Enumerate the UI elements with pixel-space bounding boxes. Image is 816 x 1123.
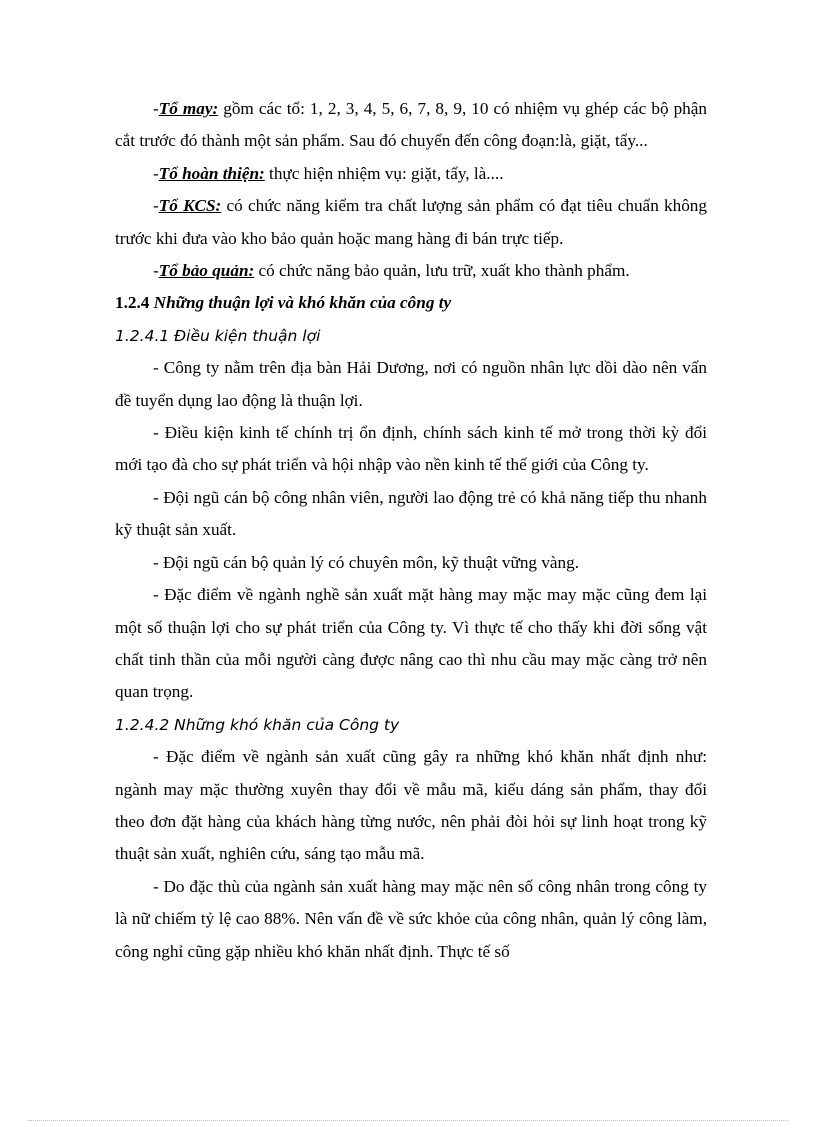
label-to-may: Tổ may: (158, 99, 219, 118)
dash: - (153, 163, 159, 183)
dash: - (153, 99, 159, 118)
section-heading-1-2-4 (115, 287, 707, 319)
paragraph-to-bao-quan (115, 255, 707, 287)
paragraph-to-may (115, 93, 707, 158)
text-to-may: gồm các tổ: 1, 2, 3, 4, 5, 6, 7, 8, 9, 10 có nhiệm vụ ghép các bộ phận cắt trước đó thành một sản phẩm. Sau đó chuyển đến công đoạn:là, giặt, tẩy... (115, 99, 707, 151)
dash: - (153, 196, 159, 216)
advantage-item: - Đội ngũ cán bộ công nhân viên, người lao động trẻ có khả năng tiếp thu nhanh kỹ thuật sản xuất. (115, 487, 707, 540)
section-title: Những thuận lợi và khó khăn của công ty (153, 293, 452, 313)
label-to-hoan-thien: Tổ hoàn thiện: (158, 163, 265, 183)
subsection-heading-difficulties: 1.2.4.2 Những khó khăn của Công ty (115, 715, 400, 734)
document-body (115, 93, 707, 968)
page-bottom-divider (28, 1120, 788, 1121)
advantage-item: - Đặc điểm về ngành nghề sản xuất mặt hàng may mặc may mặc cũng đem lại một số thuận lợi cho sự phát triển của Công ty. Vì thực tế cho thấy khi đời sống vật chất tinh thần của mỗi người càng được nâng cao thì nhu cầu may mặc càng trở nên quan trọng. (115, 585, 707, 702)
dash: - (153, 261, 159, 281)
difficulty-item: - Do đặc thù của ngành sản xuất hàng may mặc nên số công nhân trong công ty là nữ chiếm tỷ lệ cao 88%. Nên vấn đề về sức khỏe của công nhân, quản lý công làm, công nghỉ cũng gặp nhiều khó khăn nhất định. Thực tế số (115, 876, 707, 961)
text-to-bao-quan: có chức năng bảo quản, lưu trữ, xuất kho thành phẩm. (254, 261, 630, 281)
paragraph-to-hoan-thien (115, 158, 707, 190)
advantage-item: - Đội ngũ cán bộ quản lý có chuyên môn, kỹ thuật vững vàng. (153, 552, 580, 572)
paragraph-to-kcs (115, 190, 707, 255)
text-to-kcs: có chức năng kiểm tra chất lượng sản phẩm có đạt tiêu chuẩn không trước khi đưa vào kho bảo quản hoặc mang hàng đi bán trực tiếp. (115, 196, 707, 248)
subsection-heading-advantages: 1.2.4.1 Điều kiện thuận lợi (115, 326, 321, 345)
label-to-bao-quan: Tổ bảo quản: (158, 261, 255, 281)
section-number: 1.2.4 (115, 293, 154, 313)
label-to-kcs: Tổ KCS: (158, 196, 222, 216)
text-to-hoan-thien: thực hiện nhiệm vụ: giặt, tẩy, là.... (264, 163, 504, 183)
advantage-item: - Công ty nằm trên địa bàn Hải Dương, nơi có nguồn nhân lực dồi dào nên vấn đề tuyển dụng lao động là thuận lợi. (115, 358, 707, 410)
advantage-item: - Điều kiện kinh tế chính trị ổn định, chính sách kinh tế mở trong thời kỳ đổi mới tạo đà cho sự phát triển và hội nhập vào nền kinh tế thế giới của Công ty. (115, 423, 707, 475)
difficulty-item: - Đặc điểm về ngành sản xuất cũng gây ra những khó khăn nhất định như: ngành may mặc thường xuyên thay đổi về mẫu mã, kiểu dáng sản phẩm, thay đổi theo đơn đặt hàng của khách hàng từng nước, nên phải đòi hỏi sự linh hoạt trong kỹ thuật sản xuất, nghiên cứu, sáng tạo mẫu mã. (115, 747, 707, 864)
